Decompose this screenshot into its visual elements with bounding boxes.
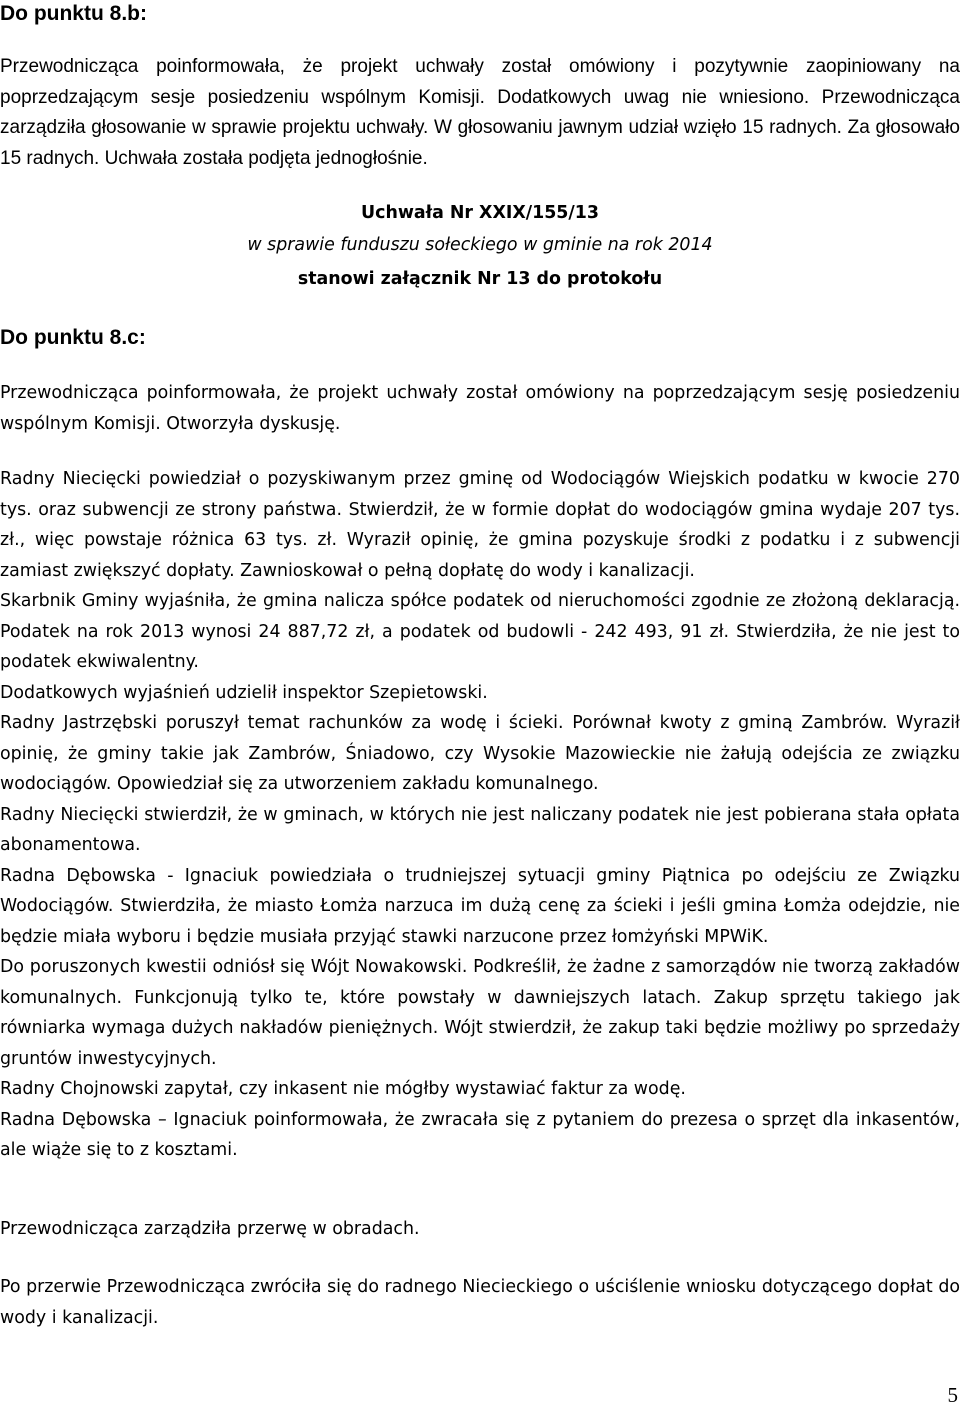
niecicki-second-statement: Radny Niecięcki stwierdził, że w gminach, w których nie jest naliczany podatek nie jest pobierana stała opłata abonamentowa. — [0, 804, 960, 855]
resolution-subject: w sprawie funduszu sołeckiego w gminie na rok 2014 — [247, 235, 713, 255]
section-b-paragraph: Przewodnicząca poinformowała, że projekt uchwały został omówiony i pozytywnie zaopiniowany na poprzedzającym sesje posiedzeniu wspólnym Komisji. Dodatkowych uwag nie wniesiono. Przewodnicząca zarządziła głosowanie w sprawie projektu uchwały. W głosowaniu jawnym udział wzięło 15 radnych. Za głosowało 15 radnych. Uchwała została podjęta jednogłośnie. — [0, 56, 960, 169]
debowska-second-statement: Radna Dębowska – Ignaciuk poinformowała, że zwracała się z pytaniem do prezesa o sprzęt dla inkasentów, ale wiąże się to z kosztami. — [0, 1109, 960, 1160]
section-b-heading: Do punktu 8.b: — [0, 2, 147, 25]
debowska-first-statement: Radna Dębowska - Ignaciuk powiedziała o trudniejszej sytuacji gminy Piątnica po odejściu ze Związku Wodociągów. Stwierdziła, że miasto Łomża narzuca im dużą cenę za ścieki i jeśli gmina Łomża odejdzie, nie będzie miała wyboru i będzie musiała przyjąć stawki narzucone przez łomżyński MPWiK. — [0, 865, 960, 947]
after-break-statement: Po przerwie Przewodnicząca zwróciła się do radnego Niecieckiego o uściślenie wniosku dotyczącego dopłat do wody i kanalizacji. — [0, 1277, 960, 1328]
chojnowski-statement: Radny Chojnowski zapytał, czy inkasent nie mógłby wystawiać faktur za wodę. — [0, 1079, 686, 1099]
wojt-statement: Do poruszonych kwestii odniósł się Wójt Nowakowski. Podkreślił, że żadne z samorządów nie tworzą zakładów komunalnych. Funkcjonują tylko te, które powstały w dawniejszych latach. Zakup sprzętu takiego jak równiarka wymaga dużych nakładów pieniężnych. Wójt stwierdził, że zakup taki będzie możliwy po sprzedaży gruntów inwestycyjnych. — [0, 957, 960, 1069]
inspector-statement: Dodatkowych wyjaśnień udzielił inspektor Szepietowski. — [0, 682, 488, 703]
section-c-intro: Przewodnicząca poinformowała, że projekt uchwały został omówiony na poprzedzającym sesję posiedzeniu wspólnym Komisji. Otworzyła dyskusję. — [0, 383, 960, 434]
treasurer-statement: Skarbnik Gminy wyjaśniła, że gmina nalicza spółce podatek od nieruchomości zgodnie ze złożoną deklaracją. Podatek na rok 2013 wynosi 24 887,72 zł, a podatek od budowli - 242 493, 91 zł. Stwierdziła, że nie jest to podatek ekwiwalentny. — [0, 591, 960, 672]
jastrzebski-statement: Radny Jastrzębski poruszył temat rachunków za wodę i ścieki. Porównał kwoty z gminą Zambrów. Wyraził opinię, że gminy takie jak Zambrów, Śniadowo, czy Wysokie Mazowieckie nie żałują odejścia ze związku wodociągów. Opowiedział się za utworzeniem zakładu komunalnego. — [0, 713, 960, 794]
resolution-title: Uchwała Nr XXIX/155/13 — [361, 203, 599, 223]
break-announcement: Przewodnicząca zarządziła przerwę w obradach. — [0, 1219, 420, 1239]
niecicki-statement: Radny Niecięcki powiedział o pozyskiwanym przez gminę od Wodociągów Wiejskich podatku w kwocie 270 tys. oraz subwencji ze strony państwa. Stwierdził, że w formie dopłat do wodociągów gmina wydaje 207 tys. zł., więc powstaje różnica 63 tys. zł. Wyraził opinię, że gmina pozyskuje środki z podatku i z subwencji zamiast zwiększyć dopłaty. Zawnioskował o pełną dopłatę do wody i kanalizacji. — [0, 469, 960, 581]
section-c-heading: Do punktu 8.c: — [0, 326, 146, 349]
resolution-attachment: stanowi załącznik Nr 13 do protokołu — [297, 269, 663, 289]
discussion-block — [0, 464, 960, 1166]
page-number: 5 — [947, 1383, 958, 1407]
